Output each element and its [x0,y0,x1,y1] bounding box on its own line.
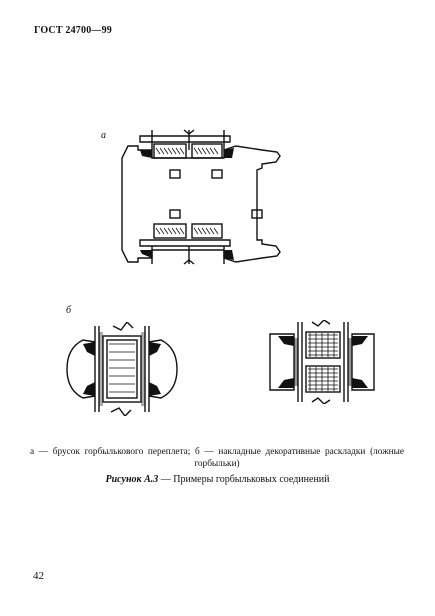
page-number: 42 [33,570,44,582]
figure-a-label: а [101,130,106,141]
figure-b-right-drawing [268,320,378,404]
figure-a-drawing [112,128,292,266]
figure-legend: а — брусок горбылькового переплета; б — накладные декоративные раскладки (ложные горбыльки) [30,447,404,469]
figure-caption-text: — Примеры горбыльковых соединений [158,474,330,485]
figure-b-label: б [66,305,72,316]
figure-caption-number: Рисунок А.3 [105,474,159,485]
figure-caption [0,474,435,485]
figure-b-left-drawing [63,322,183,416]
standard-header: ГОСТ 24700—99 [34,25,113,36]
